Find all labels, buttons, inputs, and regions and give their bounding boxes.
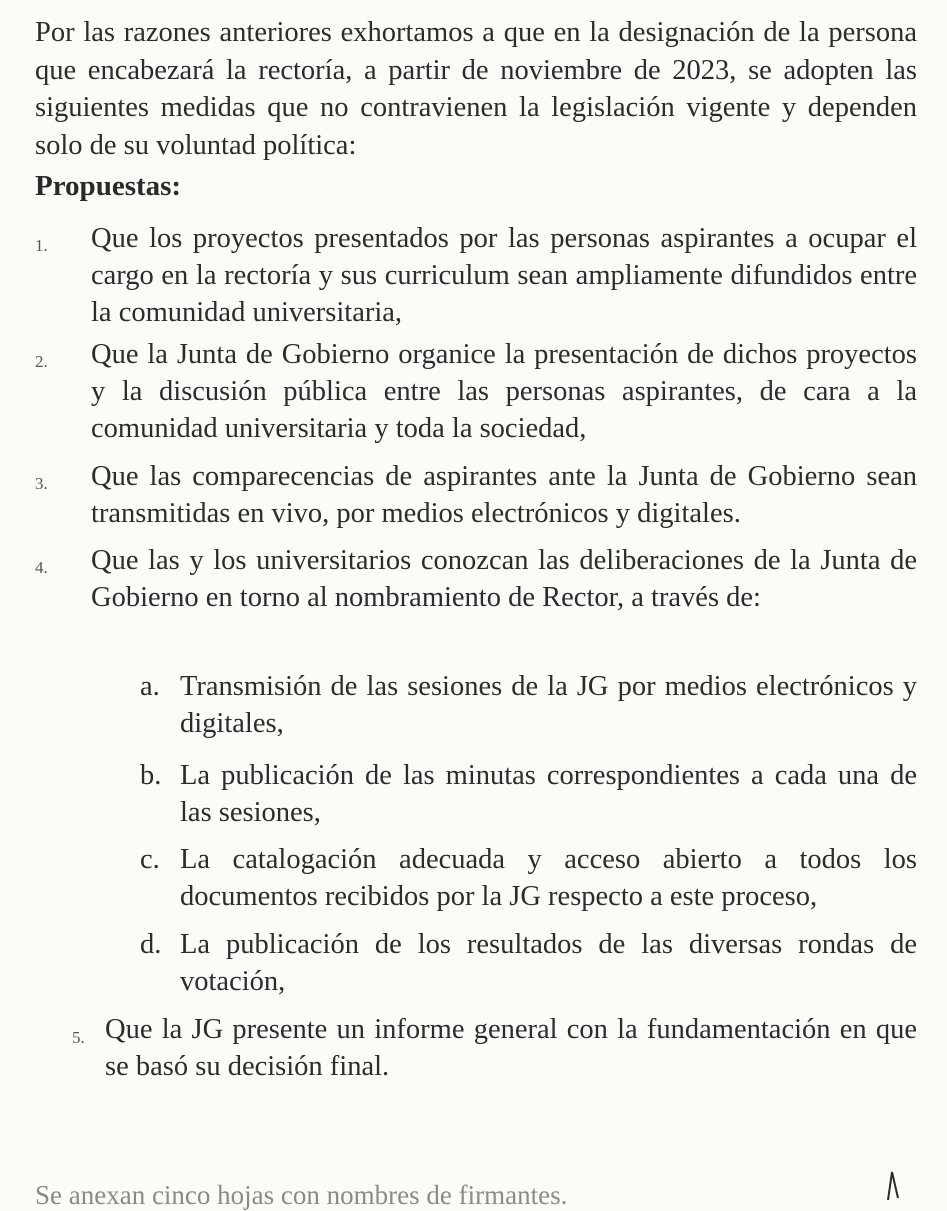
- subitem-letter: c.: [140, 844, 160, 875]
- signature-stroke: [878, 1168, 918, 1200]
- item-text: Que la JG presente un informe general con la fundamentación en que se basó su decisión final.: [105, 1014, 917, 1082]
- item-number: 4.: [35, 558, 48, 577]
- item-text: Que la Junta de Gobierno organice la presentación de dichos proyectos y la discusión pública entre las personas aspirantes, de cara a la comunidad universitaria y toda la sociedad,: [91, 339, 917, 444]
- subitem-text: La catalogación adecuada y acceso abierto a todos los documentos recibidos por la JG respecto a este proceso,: [180, 844, 917, 912]
- subitem-text: La publicación de las minutas correspondientes a cada una de las sesiones,: [180, 760, 917, 828]
- subitem-letter: d.: [140, 929, 162, 960]
- item-number: 1.: [35, 236, 48, 255]
- subitem-text: La publicación de los resultados de las diversas rondas de votación,: [180, 929, 917, 997]
- item-number: 3.: [35, 474, 48, 493]
- item-number: 2.: [35, 352, 48, 371]
- item-text: Que los proyectos presentados por las personas aspirantes a ocupar el cargo en la rectoría y sus curriculum sean ampliamente difundidos entre la comunidad universitaria,: [91, 223, 917, 328]
- subitem-letter: a.: [140, 671, 160, 702]
- intro-paragraph: Por las razones anteriores exhortamos a que en la designación de la persona que encabezará la rectoría, a partir de noviembre de 2023, se adopten las siguientes medidas que no contravienen la legislación vigente y dependen solo de su voluntad política:: [35, 17, 917, 161]
- proposals-heading: Propuestas:: [35, 170, 182, 202]
- item-text: Que las comparecencias de aspirantes ante la Junta de Gobierno sean transmitidas en vivo, por medios electrónicos y digitales.: [91, 461, 917, 529]
- item-number: 5.: [72, 1028, 85, 1047]
- subitem-letter: b.: [140, 760, 162, 791]
- annex-note: Se anexan cinco hojas con nombres de firmantes.: [35, 1180, 568, 1210]
- subitem-text: Transmisión de las sesiones de la JG por medios electrónicos y digitales,: [180, 671, 917, 739]
- item-text: Que las y los universitarios conozcan las deliberaciones de la Junta de Gobierno en torno al nombramiento de Rector, a través de:: [91, 545, 917, 613]
